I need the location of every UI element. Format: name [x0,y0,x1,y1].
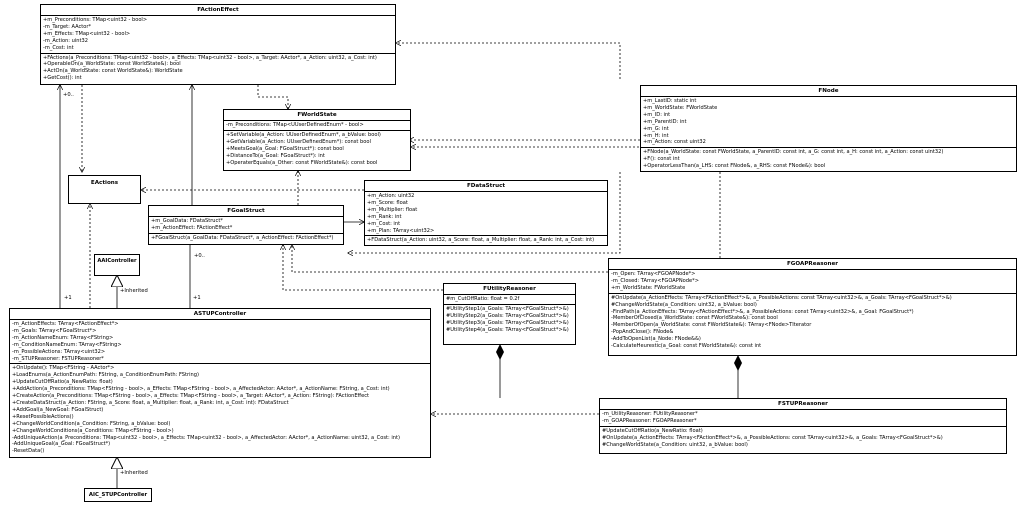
attribute: +m_WorldState: FWorldState [611,284,686,291]
operation: +FNode(a_WorldState: const FWorldState, a_ParentID: const int, a_G: const int, a_H: const int, a_Action: const uint32) [643,149,944,156]
inheritance-label: +Inherited [120,288,148,294]
operation: -CalculateHeurestic(a_Goal: const FWorldState&): const int [611,343,762,350]
operation: +MeetsGoal(a_Goal: FGoalStruct*): const bool [226,145,344,152]
class-operations [41,54,395,84]
operation: -AddToOpenList(a_Node: FNode&&) [611,336,701,343]
operation: +OperatorLessThan(a_LHS: const FNode&, a_RHS: const FNode&): bool [643,163,826,170]
operation: #UtilityStep1(a_Goals: TArray<FGoalStruct*>&) [446,305,569,312]
multiplicity-label: +0.. [194,253,205,259]
class-operations [609,294,1016,351]
operation: +CreateDataStruct(a_Action: FString, a_Score: float, a_Multiplier: float, a_Rank: int, a_Cost: int): FDataStruct [12,399,289,406]
class-name: FSTUPReasoner [600,399,1006,410]
attribute: +m_G: int [643,125,669,132]
attribute: +m_ActionEffect: FActionEffect* [151,224,233,231]
class-attributes [609,270,1016,294]
attribute: +m_Cost: int [367,220,401,227]
attribute: +m_Plan: TArray<uint32> [367,227,435,234]
operation: #UpdateCutOffRatio(a_NewRatio: float) [602,427,703,434]
class-aicstupcontroller[interactable] [84,488,152,502]
class-attributes [10,320,430,364]
operation: #ChangeWorldState(a_Condition: uint32, a_bValue: bool) [602,441,748,448]
attribute: +m_GoalData: FDataStruct* [151,218,223,224]
operation: #UtilityStep3(a_Goals: TArray<FGoalStruct*>&) [446,319,569,326]
dep-factioneffect-to-fworldstate [258,85,288,109]
attribute: -m_UtilityReasoner: FUtilityReasoner* [602,411,698,417]
operation: +FDataStruct(a_Action: uint32, a_Score: float, a_Multiplier: float, a_Rank: int, a_Cost: int) [367,237,595,244]
class-fdatastruct[interactable] [364,180,608,246]
attribute: -m_Action: uint32 [43,37,88,44]
class-futilityreasoner[interactable] [443,283,576,345]
operation: +ChangeWorldCondition(a_Condition: FString, a_bValue: bool) [12,420,171,427]
attribute: #m_CutOffRatio: float = 0.2f [446,296,520,302]
class-attributes [41,16,395,54]
class-operations [641,148,1016,171]
operation: +ActOn(a_WorldState: const WorldState&): WorldState [43,68,183,75]
operation: #ChangeWorldState(a_Condition: uint32, a_bValue: bool) [611,301,757,308]
dep-futility-to-fgoalstruct [283,245,443,290]
class-fnode[interactable] [640,85,1017,172]
attribute: +m_Score: float [367,199,408,206]
multiplicity-label: +1 [64,295,72,301]
class-name: FGoalStruct [149,206,343,217]
operation: -PopAndClose(): FNode& [611,329,674,336]
operation: +SetVariable(a_Action: UUserDefinedEnum*, a_bValue: bool) [226,131,381,138]
class-name: AIC_STUPController [88,492,148,498]
operation: +OnUpdate(): TMap<FString - AActor*> [12,365,115,372]
class-operations [444,305,575,335]
attribute: +m_Preconditions: TMap<uint32 - bool> [43,17,148,23]
class-attributes [600,410,1006,427]
attribute: +m_ParentID: int [643,118,687,125]
class-name: FNode [641,86,1016,97]
attribute: -m_Target: AActor* [43,23,92,30]
attribute: -m_Goals: TArray<FGoalStruct*> [12,327,97,334]
operation: -ResetData() [12,448,45,455]
attribute: -m_Preconditions: TMap<UUserDefinedEnum* - bool> [226,122,364,128]
class-astupcontroller[interactable] [9,308,431,458]
class-operations [224,131,410,168]
class-name: ASTUPController [10,309,430,320]
dep-fnode-to-factioneffect [396,43,620,79]
attribute: -m_ConditionNameEnum: TArray<FString> [12,341,122,348]
class-name: EActions [90,180,119,186]
attribute: +m_Rank: int [367,213,402,220]
operation: +FGoalStruct(a_GoalData: FDataStruct*, a_ActionEffect: FActionEffect*) [151,234,334,241]
operation: +UpdateCutOffRatio(a_NewRatio: float) [12,379,113,386]
multiplicity-label: +0.. [63,92,74,98]
operation: +CreateAction(a_Preconditions: TMap<FString - bool>, a_Effects: TMap<FString - bool>, a_Target: AActor*, a_Action: FString): FActionEffect [12,393,369,400]
attribute: -m_Closed: TArray<FGOAPNode*> [611,277,699,284]
operation: +GetCost(): int [43,75,82,82]
class-aaicontroller[interactable] [94,254,140,276]
operation: +GetVariable(a_Action: UUserDefinedEnum*): const bool [226,138,371,145]
operation: +LoadEnums(a_ActionEnumPath: FString, a_ConditionEnumPath: FString) [12,372,199,379]
class-operations [365,236,607,245]
class-fworldstate[interactable] [223,109,411,171]
operation: +OperaterEquals(a_Other: const FWorldState&): const bool [226,159,378,166]
operation: +DistanceTo(a_Goal: FGoalStruct*): int [226,152,325,159]
attribute: -m_Cost: int [43,44,74,51]
operation: +OperableOn(a_WorldState: const WorldState&): bool [43,61,181,68]
class-operations [600,427,1006,450]
operation: +FActions(a_Preconditions: TMap<uint32 - bool>, a_Effects: TMap<uint32 - bool>, a_Target: AActor*, a_Action: uint32, a_Cost: int) [43,54,377,61]
class-attributes [224,121,410,131]
operation: -MemberOfOpen(a_WorldState: const FWorldState&): TArray<FNode>TIterator [611,322,812,329]
attribute: +m_ID: int [643,111,671,118]
class-attributes [365,192,607,236]
class-operations [149,234,343,243]
operation: #UtilityStep2(a_Goals: TArray<FGoalStruct*>&) [446,312,569,319]
class-factioneffect[interactable] [40,4,396,85]
class-fstupreasoner[interactable] [599,398,1007,454]
attribute: -m_ActionEffects: TArray<FActionEffect*> [12,321,119,327]
attribute: -m_ActionNameEnum: TArray<FString> [12,334,114,341]
attribute: +m_Multiplier: float [367,206,418,213]
operation: +ChangeWorldConditions(a_Conditions: TMap<FString - bool>) [12,427,174,434]
attribute: +m_Effects: TMap<uint32 - bool> [43,30,131,37]
operation: -AddUniqueGoal(a_Goal: FGoalStruct*) [12,441,111,448]
operation: +F(): const int [643,156,680,163]
attribute: +m_Action: uint32 [367,193,415,199]
attribute: -m_GOAPReasoner: FGOAPReasoner* [602,417,697,424]
attribute: -m_Open: TArray<FGOAPNode*> [611,271,696,277]
class-attributes [641,97,1016,148]
class-name: FWorldState [224,110,410,121]
operation: +ResetPossibleActions() [12,413,74,420]
operation: #OnUpdate(a_ActionEffects: TArray<FActionEffect*>&, a_PossibleActions: const TArray<uint32>&, a_Goals: TArray<FGoalStruct*>&) [611,294,952,301]
attribute: -m_PossibleActions: TArray<uint32> [12,348,106,355]
class-name: FActionEffect [41,5,395,16]
class-attributes [149,217,343,234]
class-name: FGOAPReasoner [609,259,1016,270]
operation: +AddAction(a_Preconditions: TMap<FString - bool>, a_Effects: TMap<FString - bool>, a_AffectedActor: AActor*, a_ActionName: FString, a_Cost: int) [12,386,390,393]
attribute: +m_WorldState: FWorldState [643,104,718,111]
operation: +AddGoal(a_NewGoal: FGoalStruct) [12,406,104,413]
operation: -AddUniqueAction(a_Preconditions: TMap<uint32 - bool>, a_Effects: TMap<uint32 - bool>, a_AffectedActor: AActor*, a_ActionName: uint32, a_Cost: int) [12,434,400,441]
class-fgoapreasoner[interactable] [608,258,1017,356]
inheritance-label: +Inherited [120,470,148,476]
operation: #OnUpdate(a_ActionEffects: TArray<FActionEffect*>&, a_PossibleActions: const TArray<uint32>&, a_Goals: TArray<FGoalStruct*>&) [602,434,943,441]
class-name: FUtilityReasoner [444,284,575,295]
class-attributes [444,295,575,305]
attribute: +m_H: int [643,132,669,139]
attribute: +m_LastID: static int [643,98,697,104]
operation: -FindPath(a_ActionEffects: TArray<FActionEffect*>&, a_PossibleActions: const TArray<uint32>&, a_Goal: FGoalStruct*) [611,308,914,315]
attribute: -m_STUPReasoner: FSTUPReasoner* [12,355,104,362]
operation: #UtilityStep4(a_Goals: TArray<FGoalStruct*>&) [446,326,569,333]
class-factions[interactable] [68,175,141,204]
operation: -MemberOfClosed(a_WorldState: const FWorldState&): const bool [611,315,778,322]
attribute: +m_Action: const uint32 [643,139,706,146]
class-name: FDataStruct [365,181,607,192]
dep-fgoap-to-fgoalstruct [292,245,608,272]
multiplicity-label: +1 [193,295,201,301]
class-fgoalstruct[interactable] [148,205,344,245]
class-operations [10,364,430,456]
class-name: AAIController [97,258,137,264]
